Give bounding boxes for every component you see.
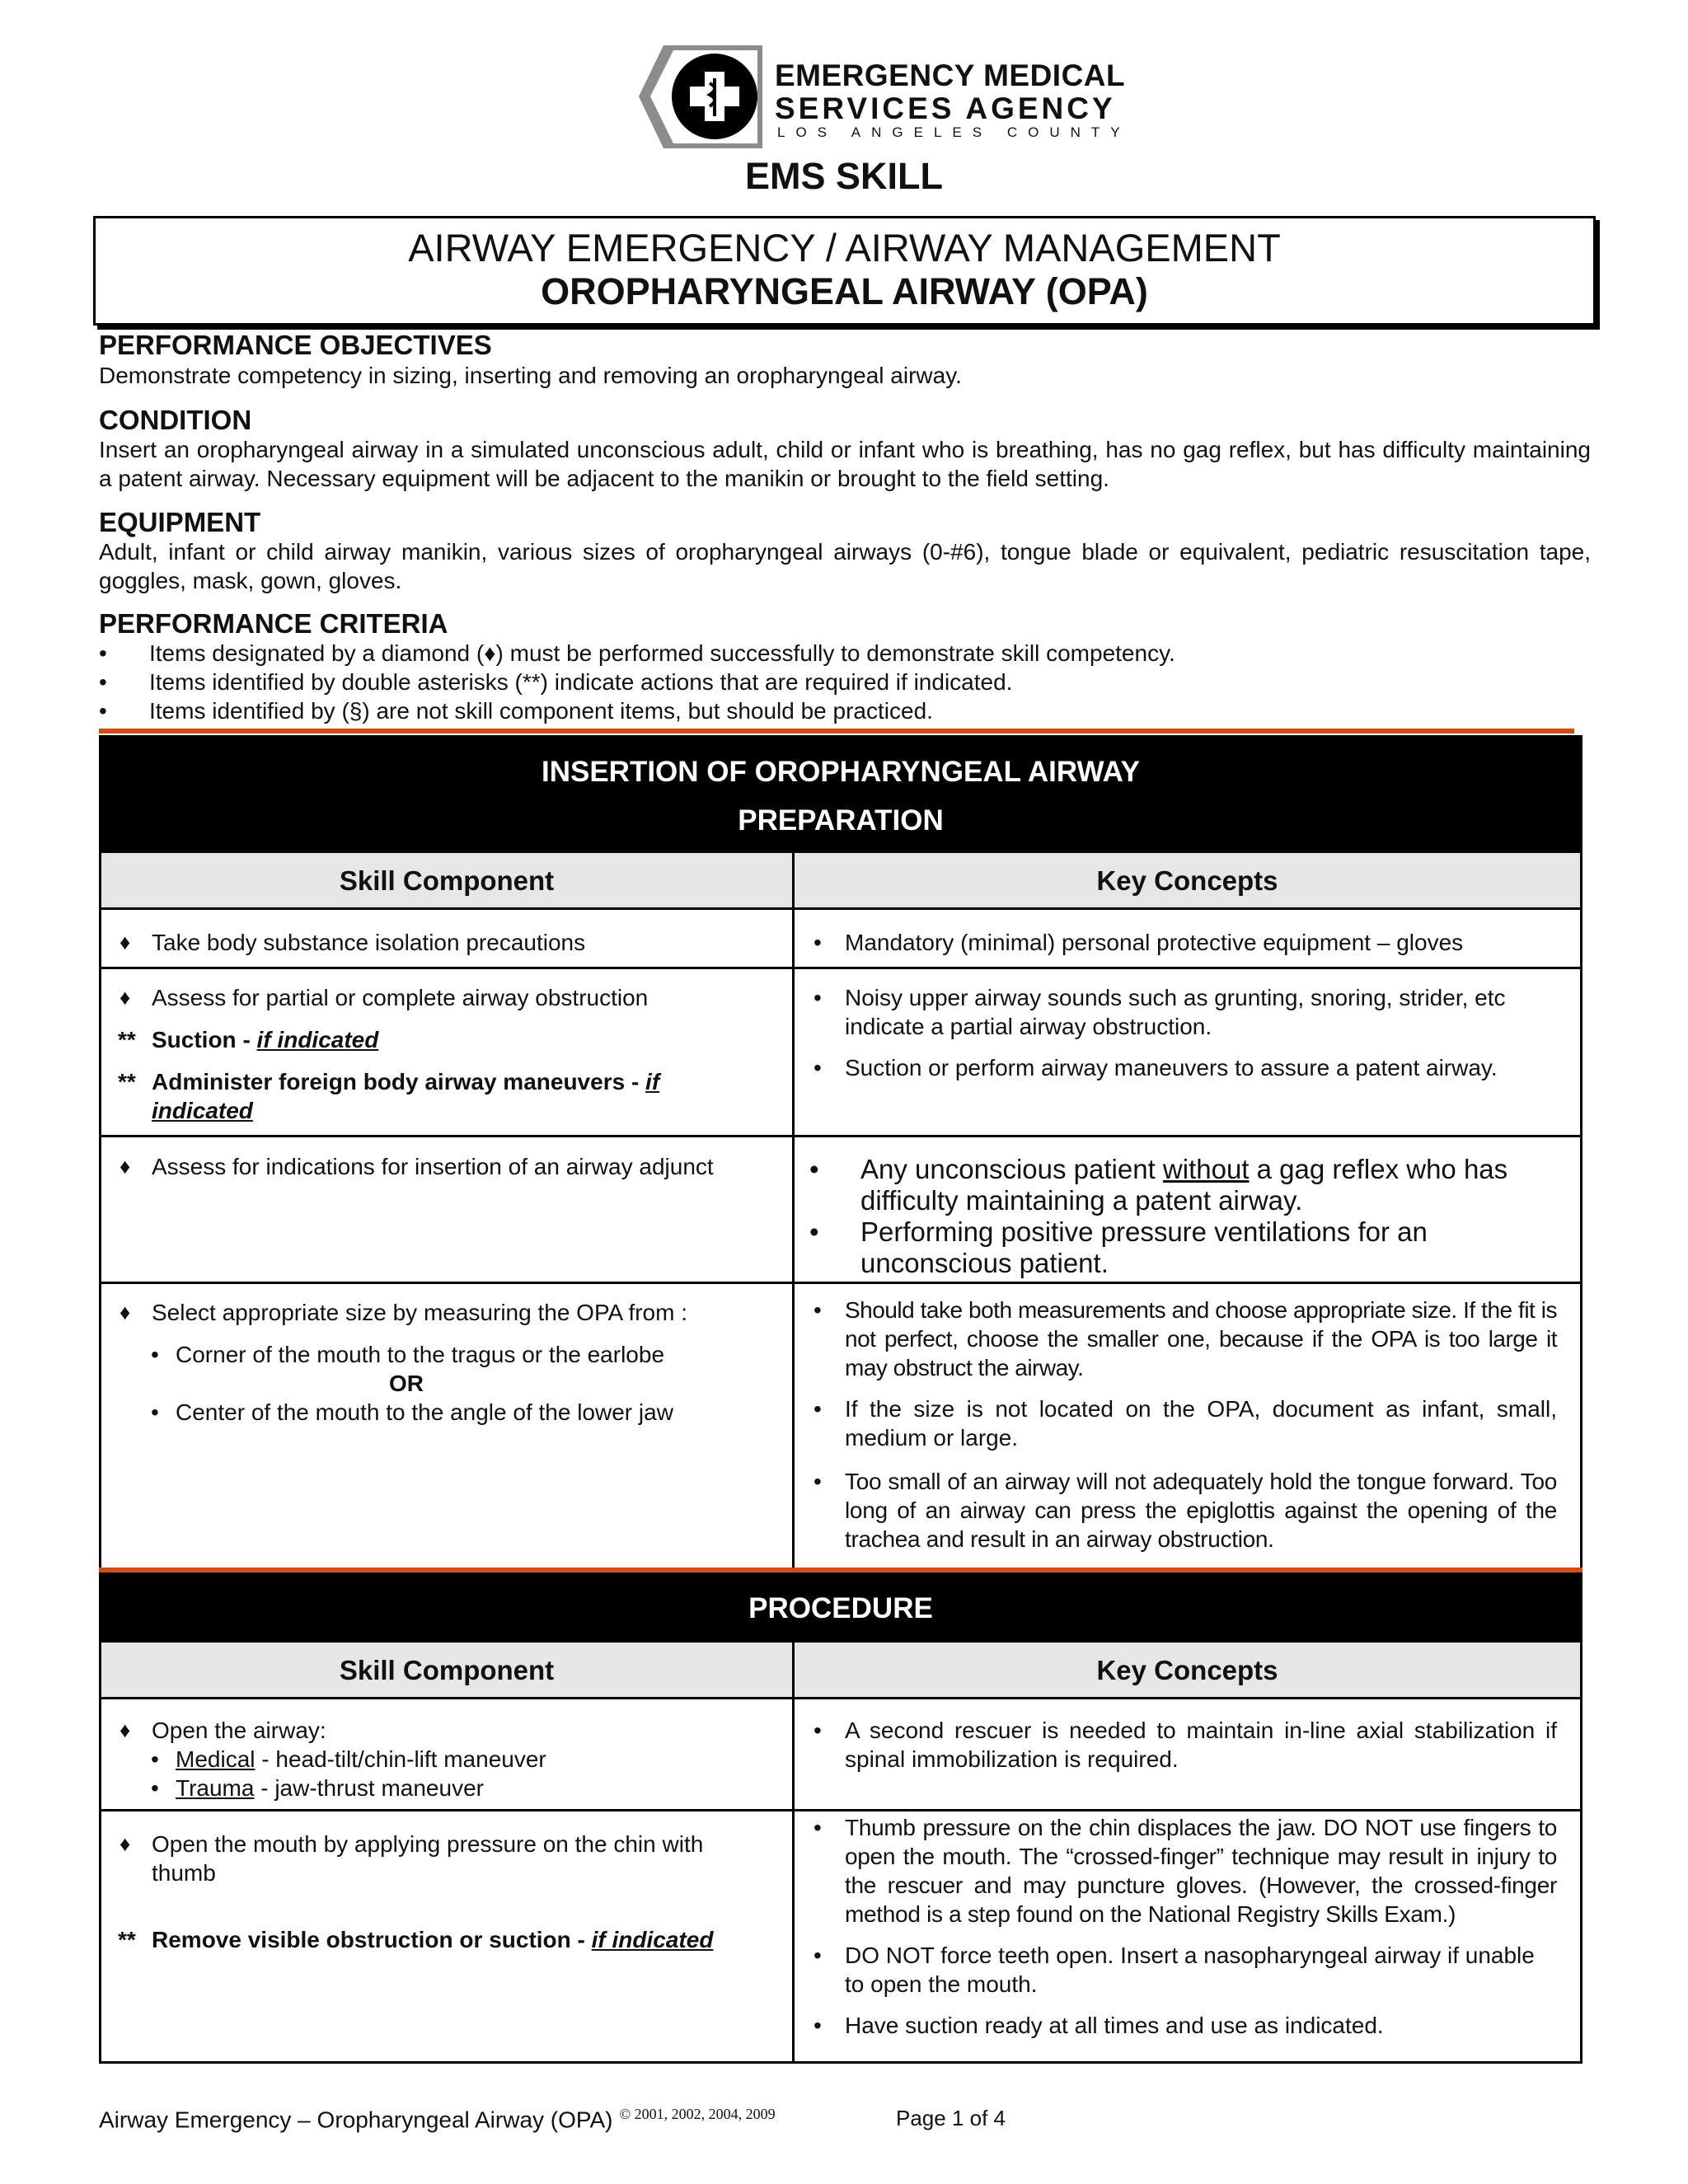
bullet-icon: • (99, 698, 107, 724)
condition-heading: CONDITION (99, 405, 252, 435)
star-of-life-icon (639, 45, 771, 148)
or-label: OR (389, 1371, 424, 1396)
table2-title: PROCEDURE (748, 1592, 933, 1624)
bullet-icon: • (99, 640, 107, 666)
table2-header-row (99, 1640, 1582, 1699)
key-cell: • Mandatory (minimal) personal protective equipment – gloves (814, 930, 1464, 955)
diamond-icon: ♦ (120, 985, 131, 1010)
asterisks-marker: ** (118, 1027, 136, 1052)
diamond-icon: ♦ (120, 1718, 131, 1742)
footer-doc-title: Airway Emergency – Oropharyngeal Airway (OPA) $^{© 2001, 2002, 2004, 2009}$ (99, 2106, 776, 2133)
page-title: OROPHARYNGEAL AIRWAY (OPA) (541, 270, 1148, 312)
table-row (99, 1137, 1582, 1284)
page-number: Page 1 of 4 (896, 2106, 1006, 2130)
table1-header-row (99, 851, 1582, 910)
table1-subtitle: PREPARATION (738, 804, 944, 837)
ems-skill-heading: EMS SKILL (744, 155, 943, 197)
criteria-text: Items designated by a diamond (♦) must be performed successfully to demonstrate skill competency. (149, 640, 1175, 666)
bullet-icon: • (814, 1718, 822, 1743)
table2-title-band (99, 1574, 1582, 1640)
table2-col-skill: Skill Component (339, 1655, 555, 1685)
table1-accent-bar (99, 729, 1574, 733)
bullet-icon: • (809, 1154, 819, 1184)
diamond-icon: ♦ (120, 1154, 131, 1179)
table-row (99, 1699, 1582, 1811)
table1-col-key: Key Concepts (1096, 865, 1278, 896)
equipment-heading: EQUIPMENT (99, 507, 261, 537)
key-cell: • Thumb pressure on the chin displaces the jaw. DO NOT use fingers to open the mouth. The “crossed-finger” technique may result in injury to the rescuer and may puncture gloves. (However, the crossed-finger method is a step found on the National Registry Skills Exam.) • DO NOT force teeth open. Insert a nasopharyngeal airway if unable to open the mouth. • Have suction ready at all times and use as indicated. (814, 1815, 1557, 2038)
table1-title-band (99, 735, 1582, 851)
logo-subtitle: LOS ANGELES COUNTY (777, 124, 1131, 140)
logo-title-line1: EMERGENCY MEDICAL (775, 59, 1126, 92)
bullet-icon: • (151, 1775, 159, 1801)
diamond-icon: ♦ (120, 1831, 131, 1856)
title-category: AIRWAY EMERGENCY / AIRWAY MANAGEMENT (408, 226, 1281, 269)
footer-copyright: © 2001, 2002, 2004, 2009 (619, 2106, 776, 2122)
asterisks-marker: ** (118, 1927, 136, 1952)
key-cell: • Noisy upper airway sounds such as grunting, snoring, strider, etc indicate a partial airway obstruction. • Suction or perform airway maneuvers to assure a patent airway. (814, 985, 1506, 1080)
key-cell: • Should take both measurements and choose appropriate size. If the fit is not perfect, choose the smaller one, because if the OPA is too large it may obstruct the airway. • If the size is not located on the OPA, document as infant, small, medium or large. • Too small of an airway will not adequately hold the tongue forward. Too long of an airway can press the epiglottis against the opening of the trachea and result in an airway obstruction. (814, 1297, 1557, 1552)
bullet-icon: • (814, 1943, 822, 1968)
objectives-text: Demonstrate competency in sizing, inserting and removing an oropharyngeal airway. (99, 363, 962, 388)
bullet-icon: • (151, 1399, 159, 1425)
table-row (99, 1811, 1582, 2064)
bullet-icon: • (814, 1469, 822, 1494)
asterisks-marker: ** (118, 1069, 136, 1094)
bullet-icon: • (814, 1055, 822, 1080)
agency-logo (639, 45, 1131, 148)
skill-cell: ♦ Assess for indications for insertion of an airway adjunct (120, 1154, 714, 1179)
table1-title: INSERTION OF OROPHARYNGEAL AIRWAY (541, 756, 1140, 788)
condition-text: Insert an oropharyngeal airway in a simulated unconscious adult, child or infant who is breathing, has no gag reflex, but has difficulty maintaining a patent airway. Necessary equipment will be adjacent to the manikin or brought to the field setting. (99, 437, 1591, 491)
table-row (99, 969, 1582, 1137)
key-cell: • Any unconscious patient without a gag reflex who has difficulty maintaining a patent airway. • Performing positive pressure ventilations for an unconscious patient. (809, 1154, 1508, 1278)
table2-col-key: Key Concepts (1096, 1655, 1278, 1685)
skill-cell: ♦ Select appropriate size by measuring the OPA from : • Corner of the mouth to the tragus or the earlobe OR • Center of the mouth to the angle of the lower jaw (101, 1298, 785, 1427)
table-row (99, 910, 1582, 969)
bullet-icon: • (814, 1396, 822, 1422)
skill-cell: ♦ Open the airway: • Medical - head-tilt/chin-lift maneuver • Trauma - jaw-thrust maneuver (120, 1718, 546, 1801)
logo-title-line2: SERVICES AGENCY (775, 91, 1116, 125)
equipment-text: Adult, infant or child airway manikin, various sizes of oropharyngeal airways (0-#6), tongue blade or equivalent, pediatric resuscitation tape, goggles, mask, gown, gloves. (99, 539, 1591, 593)
title-box (93, 216, 1596, 326)
table2-accent-bar (99, 1568, 1582, 1572)
objectives-heading: PERFORMANCE OBJECTIVES (99, 330, 492, 360)
skill-cell: ♦ Take body substance isolation precautions (120, 930, 586, 955)
skill-cell: ♦ Assess for partial or complete airway obstruction ** Suction - if indicated ** Administer foreign body airway maneuvers - if indicated (118, 985, 660, 1123)
table1-col-skill: Skill Component (339, 865, 555, 896)
bullet-icon: • (809, 1216, 819, 1247)
criteria-text: Items identified by (§) are not skill component items, but should be practiced. (149, 698, 933, 724)
bullet-icon: • (151, 1746, 159, 1772)
criteria-heading: PERFORMANCE CRITERIA (99, 608, 448, 639)
bullet-icon: • (814, 930, 822, 955)
table-row (99, 1284, 1582, 1574)
bullet-icon: • (814, 1297, 822, 1323)
bullet-icon: • (99, 669, 107, 695)
diamond-icon: ♦ (120, 930, 131, 954)
diamond-icon: ♦ (120, 1300, 131, 1324)
criteria-text: Items identified by double asterisks (**) indicate actions that are required if indicated. (149, 669, 1013, 695)
skill-cell: ♦ Open the mouth by applying pressure on the chin with thumb ** Remove visible obstruction or suction - if indicated (118, 1831, 714, 1952)
bullet-icon: • (814, 985, 822, 1010)
bullet-icon: • (151, 1342, 159, 1367)
bullet-icon: • (814, 1815, 822, 1840)
bullet-icon: • (814, 2013, 822, 2038)
key-cell: • A second rescuer is needed to maintain in-line axial stabilization if spinal immobilization is required. (814, 1718, 1557, 1772)
